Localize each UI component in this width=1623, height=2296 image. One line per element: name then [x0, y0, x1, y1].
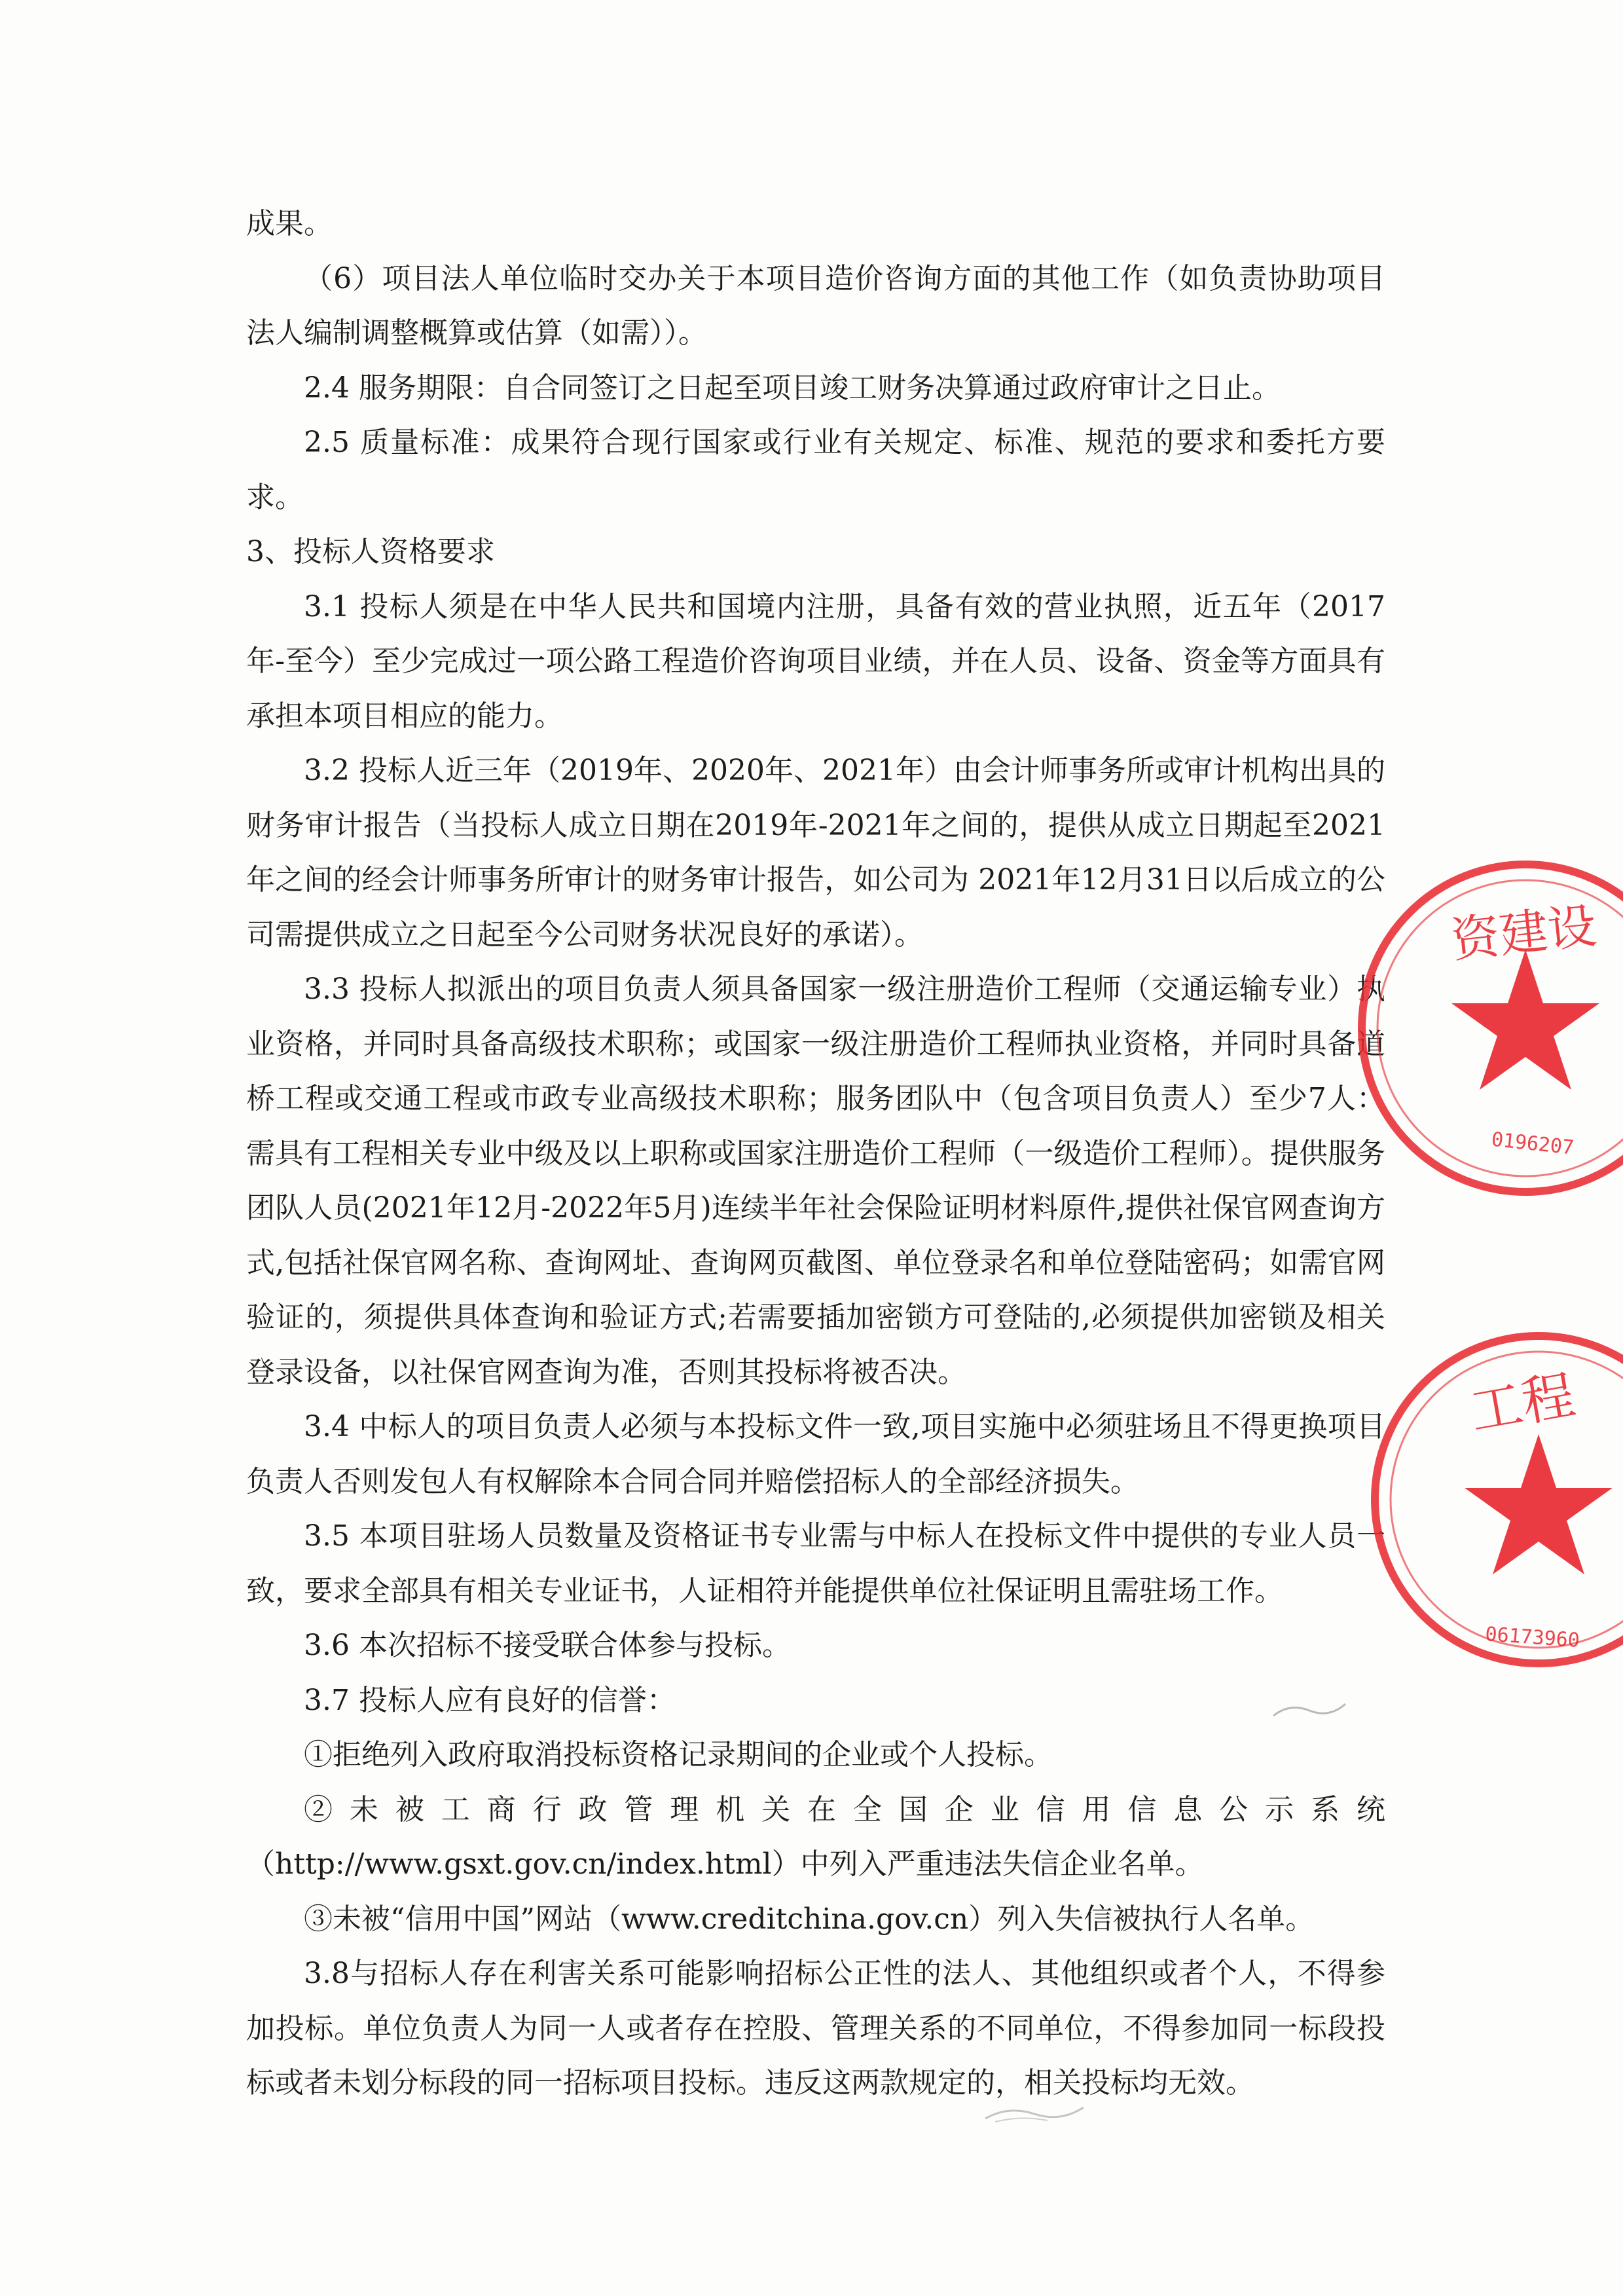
company-seal-stamp	[1349, 851, 1623, 1205]
seal-number: 06173960	[1484, 1623, 1580, 1653]
paragraph-3-1: 3.1 投标人须是在中华人民共和国境内注册，具备有效的营业执照，近五年（2017年-至今）至少完成过一项公路工程造价咨询项目业绩，并在人员、设备、资金等方面具有承担本项目相应的能力。	[246, 589, 1385, 733]
paragraph-3-7-1: ①拒绝列入政府取消投标资格记录期间的企业或个人投标。	[304, 1738, 1053, 1771]
paragraph-3-7-3: ③未被“信用中国”网站（www.creditchina.gov.cn）列入失信被执行人名单。	[304, 1902, 1315, 1936]
paragraph-1: （6）项目法人单位临时交办关于本项目造价咨询方面的其他工作（如负责协助项目法人编制调整概算或估算（如需））。	[246, 261, 1385, 350]
paragraph-3-7-2: ②未被工商行政管理机关在全国企业信用信息公示系统（http://www.gsxt.gov.cn/index.html）中列入严重违法失信企业名单。	[246, 1792, 1385, 1881]
seal-number: 0196207	[1490, 1128, 1575, 1160]
paragraph-2: 2.4 服务期限：自合同签订之日起至项目竣工财务决算通过政府审计之日止。	[304, 371, 1281, 405]
seal-text: 工程	[1465, 1364, 1580, 1443]
section-heading-3: 3、投标人资格要求	[246, 535, 495, 568]
scan-mark	[1270, 1696, 1349, 1722]
paragraph-3-7: 3.7 投标人应有良好的信誉：	[304, 1683, 676, 1717]
paragraph-3-2: 3.2 投标人近三年（2019年、2020年、2021年）由会计师事务所或审计机构出具的财务审计报告（当投标人成立日期在2019年-2021年之间的，提供从成立日期起至2021年之间的经会计师事务所审计的财务审计报告，如公司为 2021年12月31日以后成立的公司需提供成立之日起至今公司财务状况良好的承诺）。	[246, 754, 1385, 952]
document-body	[246, 196, 1385, 2111]
scan-mark	[982, 2096, 1087, 2128]
company-seal-stamp-2	[1362, 1323, 1623, 1676]
paragraph-3-5: 3.5 本项目驻场人员数量及资格证书专业需与中标人在投标文件中提供的专业人员一致，要求全部具有相关专业证书，人证相符并能提供单位社保证明且需驻场工作。	[246, 1519, 1385, 1608]
seal-star-icon	[1451, 950, 1599, 1090]
paragraph-3: 2.5 质量标准：成果符合现行国家或行业有关规定、标准、规范的要求和委托方要求。	[246, 426, 1385, 514]
seal-text: 资建设	[1448, 897, 1599, 969]
seal-star-icon	[1465, 1434, 1613, 1574]
paragraph-3-6: 3.6 本次招标不接受联合体参与投标。	[304, 1629, 791, 1662]
paragraph-3-8: 3.8与招标人存在利害关系可能影响招标公正性的法人、其他组织或者个人，不得参加投标。单位负责人为同一人或者存在控股、管理关系的不同单位，不得参加同一标段投标或者未划分标段的同一招标项目投标。违反这两款规定的，相关投标均无效。	[246, 1957, 1385, 2100]
paragraph-3-4: 3.4 中标人的项目负责人必须与本投标文件一致,项目实施中必须驻场且不得更换项目负责人否则发包人有权解除本合同合同并赔偿招标人的全部经济损失。	[246, 1410, 1385, 1498]
paragraph-3-3: 3.3 投标人拟派出的项目负责人须具备国家一级注册造价工程师（交通运输专业）执业资格，并同时具备高级技术职称；或国家一级注册造价工程师执业资格，并同时具备道桥工程或交通工程或市政专业高级技术职称；服务团队中（包含项目负责人）至少7人：需具有工程相关专业中级及以上职称或国家注册造价工程师（一级造价工程师）。提供服务团队人员(2021年12月-2022年5月)连续半年社会保险证明材料原件,提供社保官网查询方式,包括社保官网名称、查询网址、查询网页截图、单位登录名和单位登陆密码；如需官网验证的，须提供具体查询和验证方式;若需要插加密锁方可登陆的,必须提供加密锁及相关登录设备，以社保官网查询为准，否则其投标将被否决。	[246, 972, 1385, 1389]
paragraph-0: 成果。	[246, 207, 333, 240]
